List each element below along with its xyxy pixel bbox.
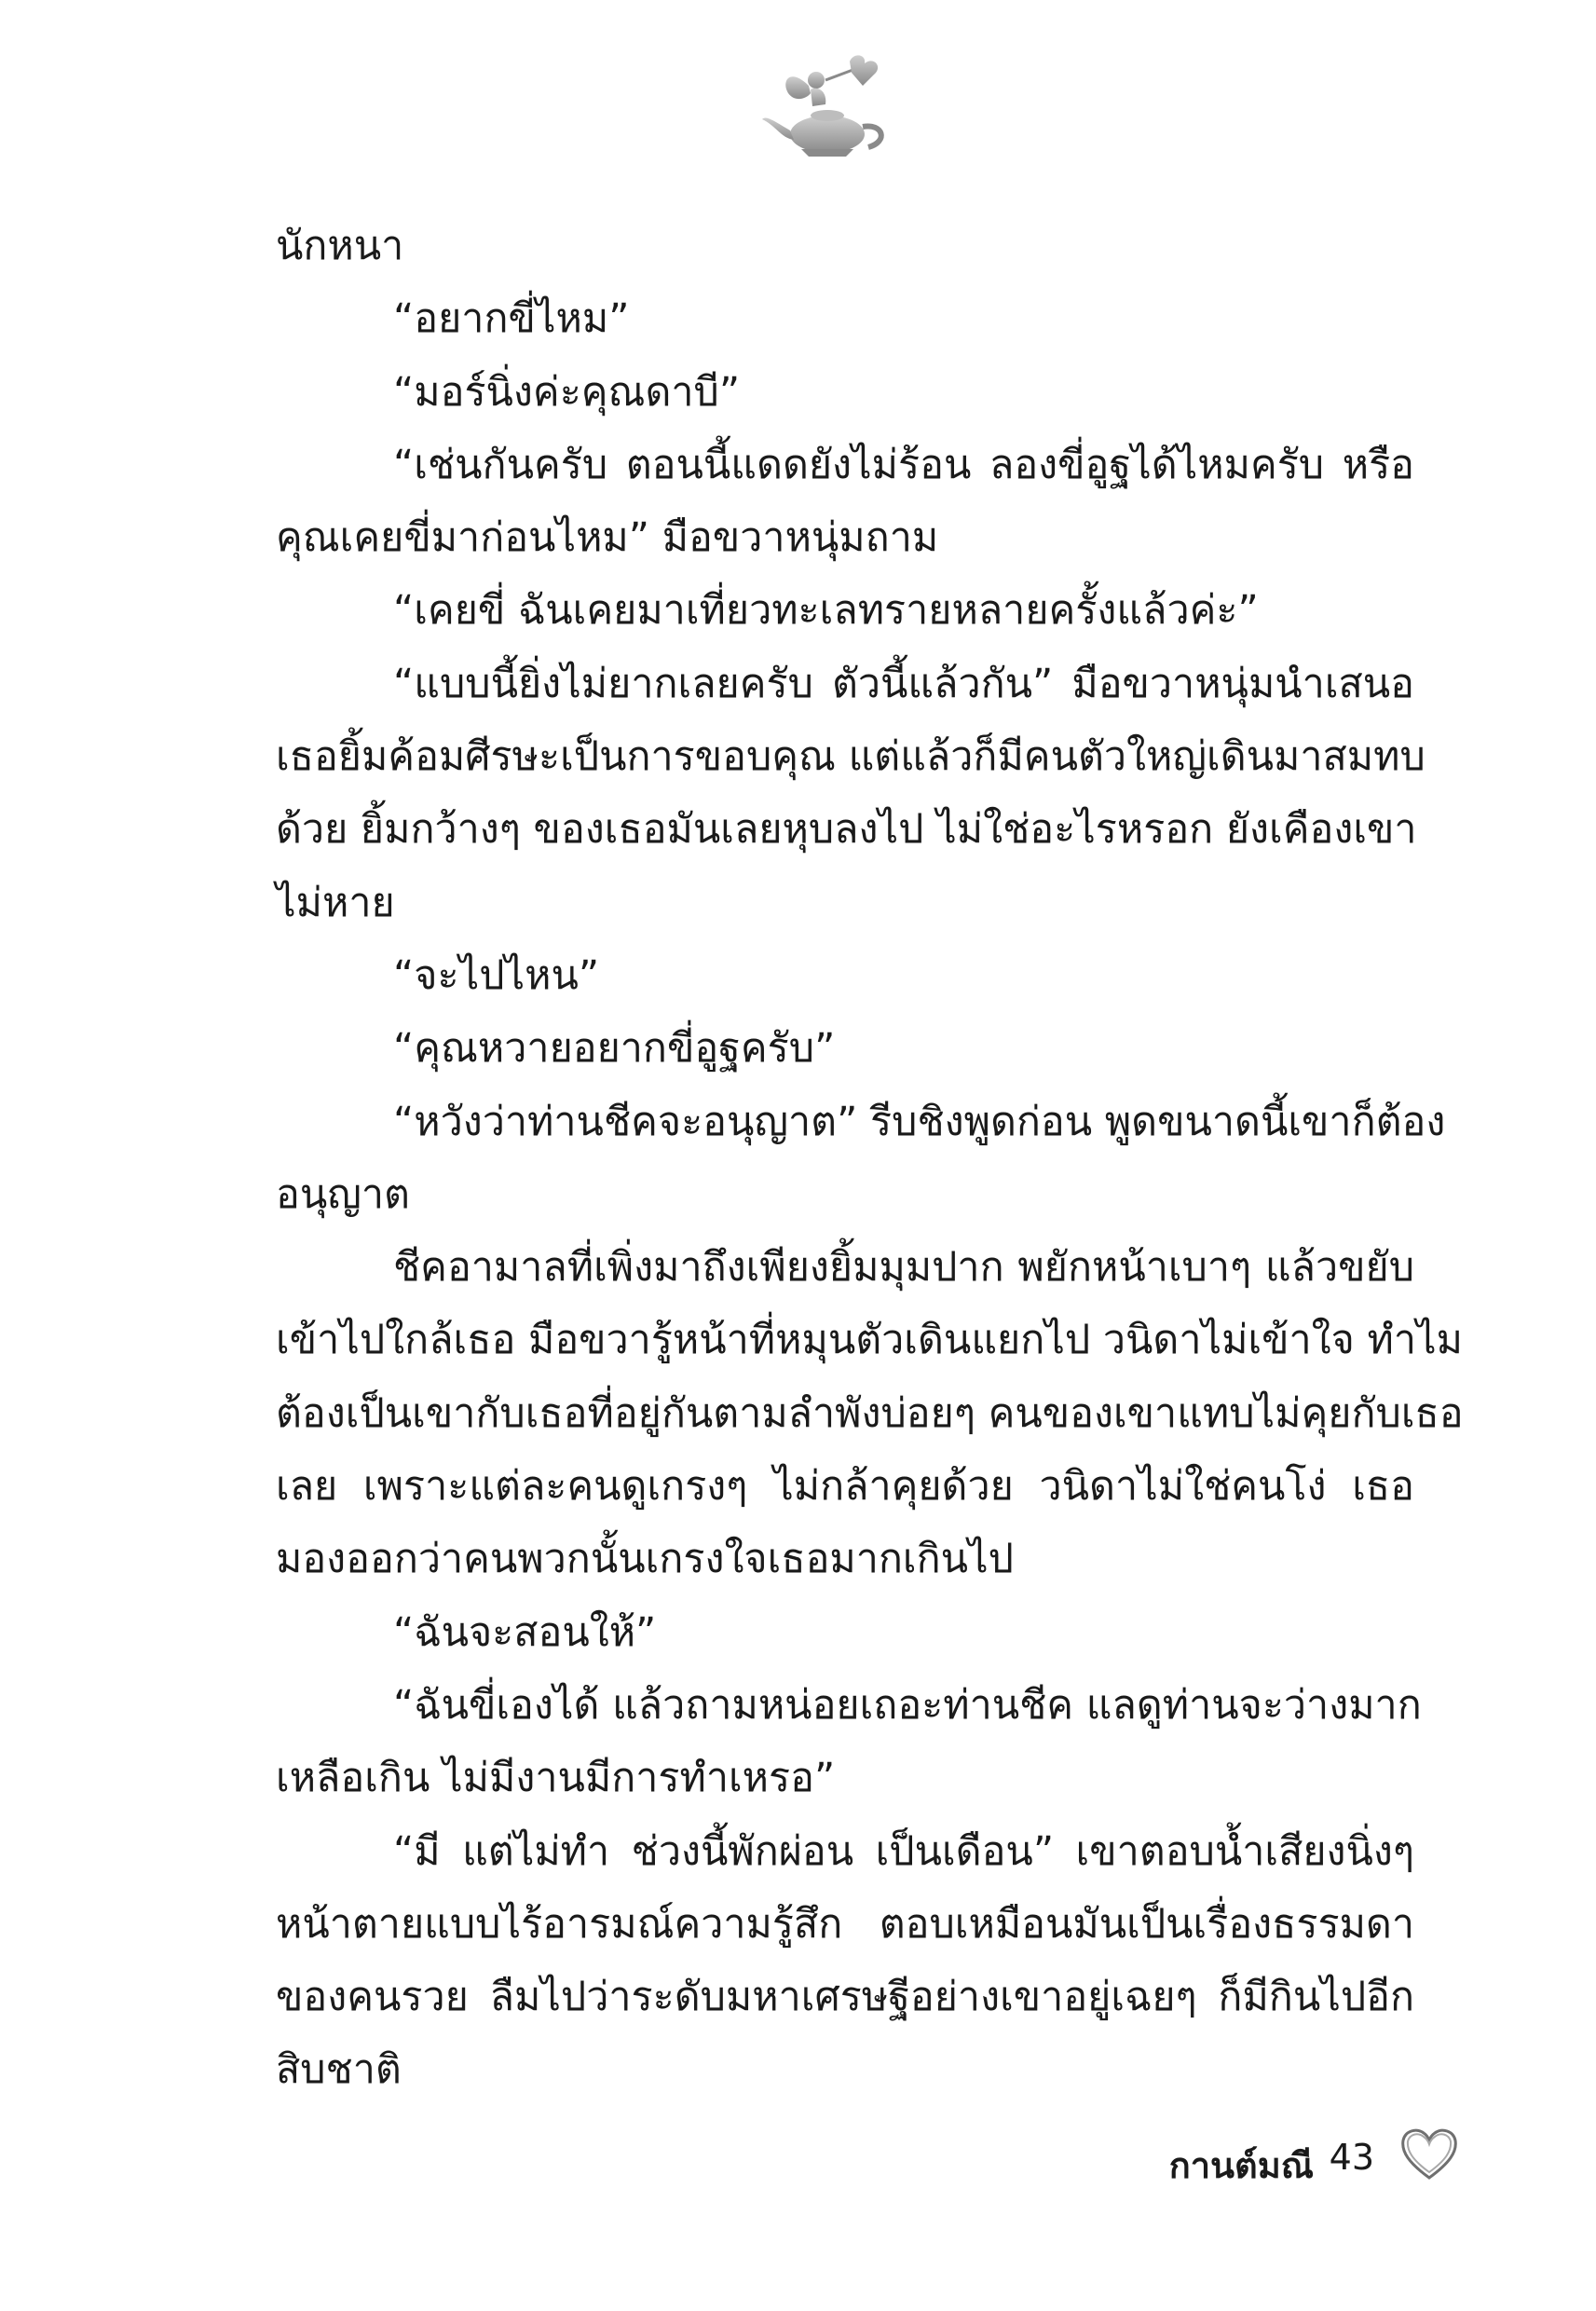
text-line: มองออกว่าคนพวกนั้นเกรงใจเธอมากเกินไป [276, 1536, 1014, 1583]
text-line: สิบชาติ [276, 2046, 402, 2094]
text-line: “ฉันจะสอนให้” [393, 1608, 657, 1656]
text-line: “มี แต่ไม่ทำ ช่วงนี้พักผ่อน เป็นเดือน” เขาตอบน้ำเสียงนิ่งๆ [393, 1827, 1414, 1875]
heart-outline-icon [1396, 2120, 1463, 2187]
text-line: “เคยขี่ ฉันเคยมาเที่ยวทะเลทรายหลายครั้งแล้วค่ะ” [393, 587, 1259, 635]
text-line: เข้าไปใกล้เธอ มือขวารู้หน้าที่หมุนตัวเดินแยกไป วนิดาไม่เข้าใจ ทำไม [276, 1317, 1464, 1364]
text-line: “หวังว่าท่านชีคจะอนุญาต” รีบชิงพูดก่อน พูดขนาดนี้เขาก็ต้อง [393, 1098, 1446, 1145]
text-line: “อยากขี่ไหม” [393, 295, 630, 343]
book-title: กานต์มณี [1168, 2145, 1314, 2186]
page-number: 43 [1329, 2137, 1374, 2178]
text-line: เหลือเกิน ไม่มีงานมีการทำเหรอ” [276, 1755, 836, 1802]
text-line: “เช่นกันครับ ตอนนี้แดดยังไม่ร้อน ลองขี่อูฐได้ไหมครับ หรือ [393, 441, 1414, 488]
page-footer [1071, 2120, 1463, 2204]
text-line: ด้วย ยิ้มกว้างๆ ของเธอมันเลยหุบลงไป ไม่ใช่อะไรหรอก ยังเคืองเขา [276, 806, 1417, 854]
text-line: “คุณหวายอยากขี่อูฐครับ” [393, 1025, 836, 1073]
text-line: ไม่หาย [276, 879, 395, 926]
body-text [276, 210, 1464, 2107]
text-line: ต้องเป็นเขากับเธอที่อยู่กันตามลำพังบ่อยๆ คนของเขาแทบไม่คุยกับเธอ [276, 1389, 1464, 1437]
text-line: “จะไปไหน” [393, 951, 600, 999]
text-line: คุณเคยขี่มาก่อนไหม” มือขวาหนุ่มถาม [276, 514, 939, 562]
text-line: ของคนรวย ลืมไปว่าระดับมหาเศรษฐีอย่างเขาอยู่เฉยๆ ก็มีกินไปอีก [276, 1974, 1414, 2021]
text-line: อนุญาต [276, 1170, 410, 1218]
text-line: ชีคอามาลที่เพิ่งมาถึงเพียงยิ้มมุมปาก พยักหน้าเบาๆ แล้วขยับ [393, 1244, 1414, 1292]
text-line: “แบบนี้ยิ่งไม่ยากเลยครับ ตัวนี้แล้วกัน” มือขวาหนุ่มนำเสนอ [393, 660, 1414, 707]
text-line: นักหนา [276, 223, 404, 269]
text-line: เลย เพราะแต่ละคนดูเกรงๆ ไม่กล้าคุยด้วย วนิดาไม่ใช่คนโง่ เธอ [276, 1463, 1414, 1511]
text-line: “มอร์นิ่งค่ะคุณดาบี” [393, 368, 741, 416]
cupid-teapot-icon [753, 48, 902, 170]
text-line: เธอยิ้มค้อมศีรษะเป็นการขอบคุณ แต่แล้วก็มีคนตัวใหญ่เดินมาสมทบ [276, 733, 1425, 781]
text-line: หน้าตายแบบไร้อารมณ์ความรู้สึก ตอบเหมือนมันเป็นเรื่องธรรมดา [276, 1900, 1414, 1948]
text-line: “ฉันขี่เองได้ แล้วถามหน่อยเถอะท่านชีค แลดูท่านจะว่างมาก [393, 1681, 1422, 1729]
